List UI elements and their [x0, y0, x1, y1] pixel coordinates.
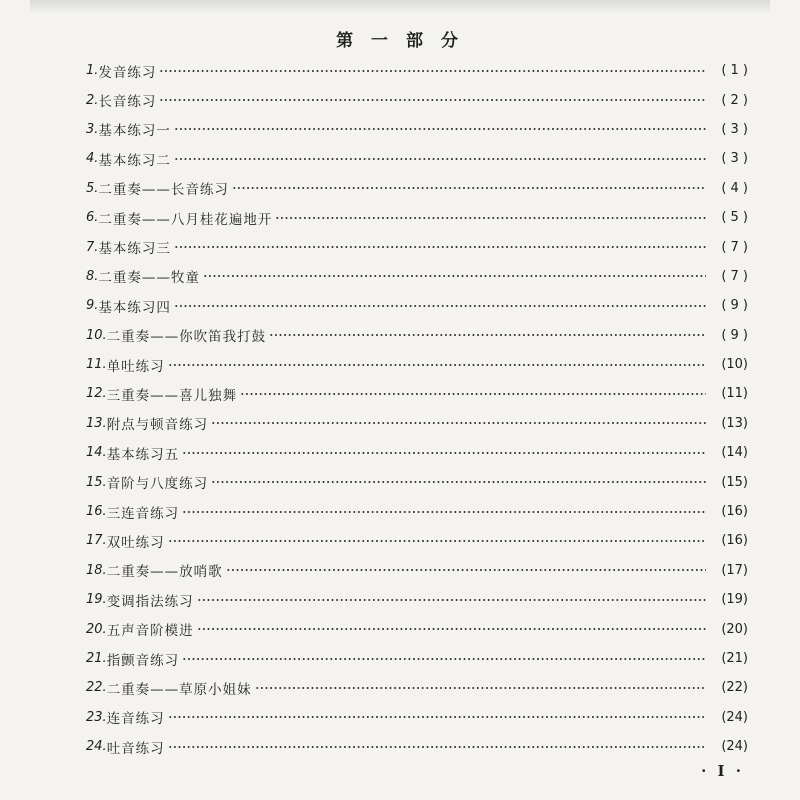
entry-page-number: (22)	[721, 680, 748, 696]
entry-title: 二重奏——长音练习	[98, 182, 229, 199]
entry-number: 18.	[86, 562, 107, 578]
entry-number: 15.	[86, 474, 107, 490]
entry-page-number: (17)	[721, 562, 748, 578]
page-folio: · I ·	[701, 762, 744, 780]
dot-leader	[168, 364, 706, 366]
entry-title: 长音练习	[98, 94, 157, 111]
dot-leader	[275, 217, 706, 219]
toc-entry	[86, 526, 748, 555]
toc-entry	[86, 556, 748, 585]
dot-leader	[168, 716, 706, 718]
dot-leader	[269, 334, 706, 336]
entry-title: 二重奏——草原小姐妹	[106, 681, 252, 698]
entry-number: 9.	[86, 298, 99, 314]
toc-entry	[86, 321, 748, 350]
entry-title: 二重奏——你吹笛我打鼓	[106, 329, 267, 346]
entry-page-number: ( 9 )	[721, 327, 748, 343]
entry-page-number: (14)	[721, 445, 748, 461]
entry-title: 基本练习五	[106, 446, 180, 463]
dot-leader	[168, 540, 706, 542]
dot-leader	[203, 275, 706, 277]
table-of-contents	[86, 56, 748, 761]
entry-number: 16.	[86, 504, 107, 520]
toc-entry	[86, 438, 748, 467]
toc-entry	[86, 703, 748, 732]
section-heading: 第 一 部 分	[336, 31, 464, 51]
entry-title: 基本练习四	[98, 299, 171, 316]
entry-page-number: ( 3 )	[721, 151, 748, 167]
toc-entry	[86, 115, 748, 144]
toc-entry	[86, 497, 748, 526]
toc-entry	[86, 291, 748, 320]
toc-entry	[86, 350, 748, 379]
entry-title: 吐音练习	[106, 740, 165, 757]
toc-entry	[86, 467, 748, 496]
entry-title: 双吐练习	[106, 534, 165, 551]
toc-entry	[86, 144, 748, 173]
entry-title: 基本练习一	[98, 123, 171, 140]
toc-entry	[86, 673, 748, 702]
toc-entry	[86, 262, 748, 291]
entry-number: 19.	[86, 592, 107, 608]
dot-leader	[174, 158, 706, 160]
entry-page-number: ( 4 )	[721, 180, 748, 196]
dot-leader	[182, 452, 706, 454]
toc-entry	[86, 644, 748, 673]
entry-title: 连音练习	[106, 711, 165, 728]
dot-leader	[174, 305, 706, 307]
entry-title: 三连音练习	[106, 505, 180, 522]
toc-entry	[86, 732, 748, 761]
entry-page-number: ( 5 )	[721, 210, 748, 226]
entry-page-number: ( 2 )	[721, 92, 748, 108]
entry-title: 二重奏——八月桂花遍地开	[98, 211, 273, 228]
dot-leader	[226, 569, 706, 571]
toc-entry	[86, 379, 748, 408]
entry-page-number: ( 7 )	[721, 239, 748, 255]
entry-page-number: (24)	[721, 709, 748, 725]
entry-number: 2.	[86, 92, 99, 108]
dot-leader	[159, 99, 706, 101]
dot-leader	[197, 599, 706, 601]
entry-number: 4.	[86, 151, 99, 167]
entry-number: 6.	[86, 210, 99, 226]
entry-number: 17.	[86, 533, 107, 549]
entry-title: 变调指法练习	[106, 593, 194, 610]
entry-number: 7.	[86, 239, 99, 255]
entry-page-number: (20)	[721, 621, 748, 637]
entry-title: 指颤音练习	[106, 652, 180, 669]
entry-page-number: ( 7 )	[721, 268, 748, 284]
entry-number: 20.	[86, 621, 107, 637]
entry-page-number: (21)	[721, 651, 748, 666]
toc-entry	[86, 409, 748, 438]
entry-title: 五声音阶模进	[106, 623, 194, 640]
entry-number: 14.	[86, 445, 107, 461]
entry-page-number: (16)	[721, 504, 748, 520]
entry-number: 1.	[86, 63, 99, 79]
dot-leader	[240, 393, 706, 395]
bleed-through-shadow	[30, 0, 770, 14]
entry-title: 单吐练习	[106, 358, 165, 375]
entry-page-number: (13)	[721, 415, 748, 431]
dot-leader	[159, 70, 706, 72]
entry-page-number: ( 9 )	[721, 298, 748, 314]
entry-page-number: (19)	[721, 592, 748, 608]
entry-number: 13.	[86, 415, 107, 431]
entry-number: 23.	[86, 709, 107, 725]
dot-leader	[168, 746, 706, 748]
entry-page-number: (15)	[721, 474, 748, 490]
dot-leader	[232, 187, 706, 189]
entry-title: 附点与顿音练习	[106, 417, 209, 434]
entry-number: 22.	[86, 680, 107, 696]
toc-entry	[86, 585, 748, 614]
entry-title: 二重奏——放哨歌	[106, 564, 223, 581]
entry-title: 三重奏——喜儿独舞	[106, 387, 238, 404]
entry-number: 24.	[86, 739, 107, 755]
dot-leader	[197, 628, 706, 630]
dot-leader	[211, 481, 706, 483]
entry-number: 11.	[86, 357, 107, 373]
entry-title: 发音练习	[98, 64, 157, 81]
dot-leader	[174, 128, 706, 130]
entry-number: 3.	[86, 121, 99, 137]
entry-title: 音阶与八度练习	[106, 476, 209, 493]
entry-number: 21.	[86, 651, 107, 666]
entry-title: 基本练习三	[98, 241, 171, 258]
toc-entry	[86, 174, 748, 203]
dot-leader	[211, 422, 706, 424]
dot-leader	[182, 511, 706, 513]
entry-page-number: (11)	[721, 386, 748, 402]
entry-number: 10.	[86, 327, 107, 343]
entry-number: 5.	[86, 180, 99, 196]
dot-leader	[174, 246, 706, 248]
toc-entry	[86, 56, 748, 85]
toc-entry	[86, 203, 748, 232]
entry-page-number: (24)	[721, 739, 748, 755]
entry-page-number: ( 1 )	[721, 63, 748, 79]
toc-entry	[86, 85, 748, 114]
entry-number: 12.	[86, 386, 107, 402]
dot-leader	[182, 658, 706, 660]
entry-page-number: (16)	[721, 533, 748, 549]
toc-entry	[86, 614, 748, 643]
entry-title: 二重奏——牧童	[98, 270, 200, 287]
entry-title: 基本练习二	[98, 152, 171, 169]
entry-page-number: ( 3 )	[721, 121, 748, 137]
toc-entry	[86, 232, 748, 261]
entry-number: 8.	[86, 268, 99, 284]
entry-page-number: (10)	[721, 357, 748, 373]
dot-leader	[255, 687, 706, 689]
